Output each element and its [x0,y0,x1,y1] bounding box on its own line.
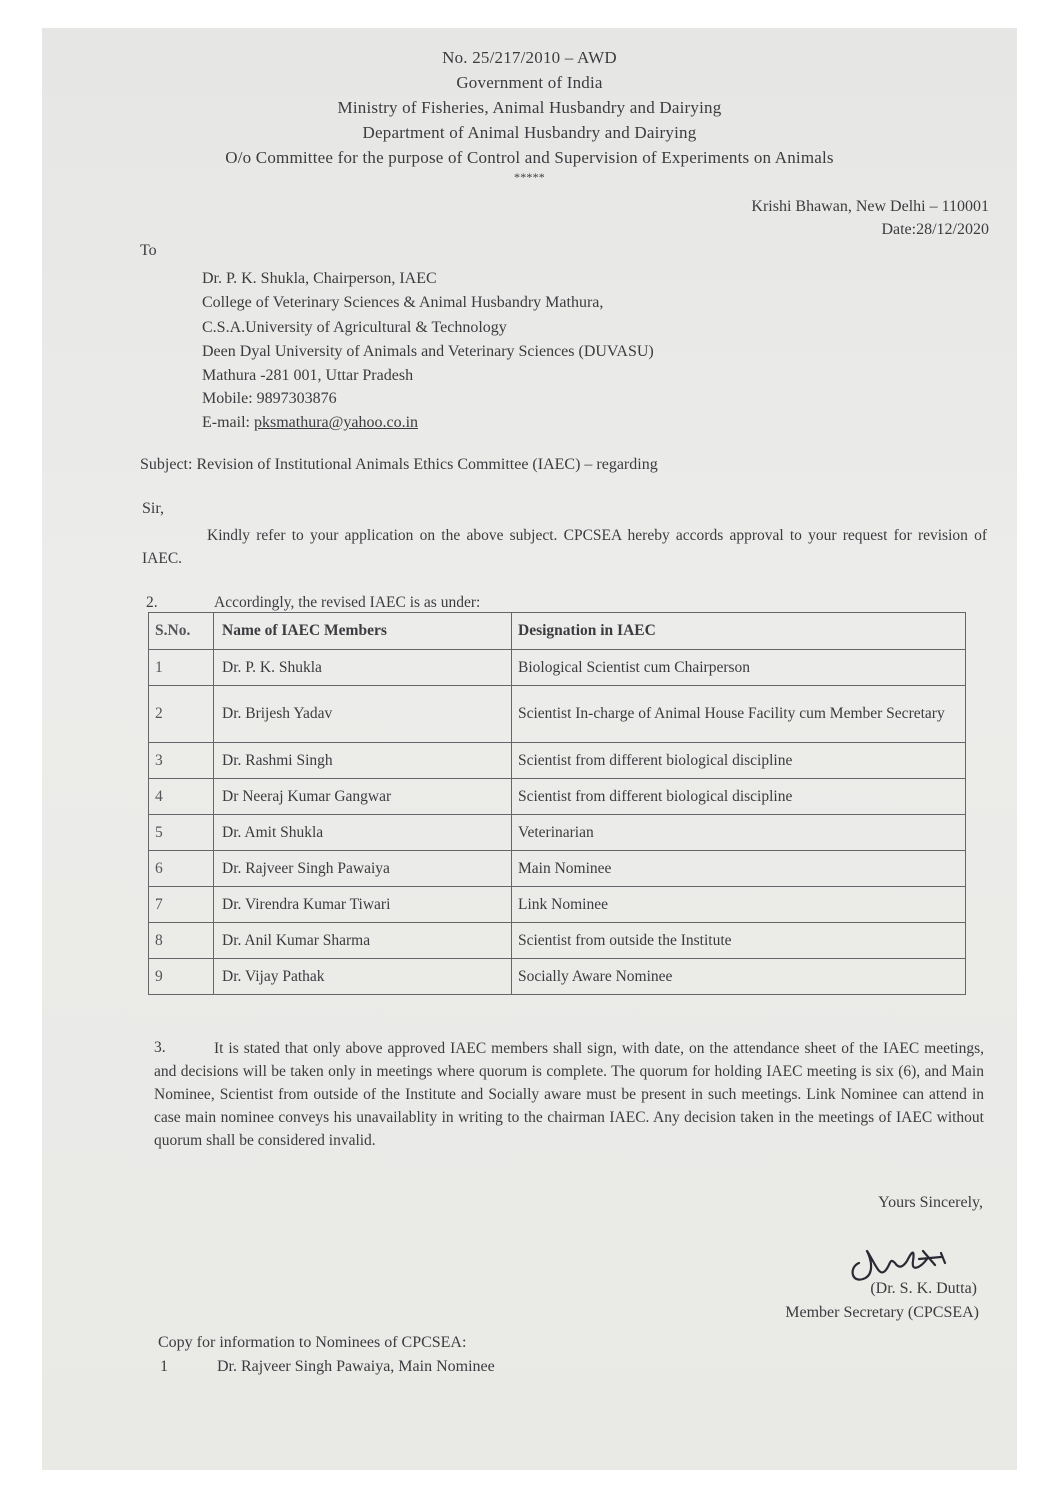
copy-item-number: 1 [160,1358,168,1375]
row-member-name: Dr Neeraj Kumar Gangwar [214,779,512,815]
row-member-name: Dr. Rajveer Singh Pawaiya [214,851,512,887]
addressee-email-row [202,414,418,432]
row-designation: Link Nominee [512,887,966,923]
department-heading: Department of Animal Husbandry and Dairying [362,123,697,142]
signatory-name: (Dr. S. K. Dutta) [870,1280,977,1297]
table-row [149,959,966,995]
addressee-line-4: Deen Dyal University of Animals and Veterinary Sciences (DUVASU) [202,343,654,360]
addressee-line-2: College of Veterinary Sciences & Animal Husbandry Mathura, [202,294,604,311]
paragraph-3: It is stated that only above approved IAEC members shall sign, with date, on the attendance sheet of the IAEC meetings, and decisions will be taken only in meetings where quorum is complete. The quorum for holding IAEC meeting is six (6), and Main Nominee, Scientist from outside of the Institute and Socially aware must be present in such meetings. Link Nominee can attend in case main nominee conveys his unavailablity in writing to the chairman IAEC. Any decision taken in the meetings of IAEC without quorum shall be considered invalid. [154,1040,984,1149]
row-sno: 8 [149,923,214,959]
addressee-line-5: Mathura -281 001, Uttar Pradesh [202,367,414,384]
email-label: E-mail: [202,414,254,431]
government-heading: Government of India [456,73,603,92]
table-row [149,815,966,851]
paragraph-2-number: 2. [146,594,158,611]
reference-number: No. 25/217/2010 – AWD [442,48,617,67]
signatory-title: Member Secretary (CPCSEA) [785,1304,979,1321]
subject-line: Subject: Revision of Institutional Animals Ethics Committee (IAEC) – regarding [140,456,658,473]
addressee-line-3: C.S.A.University of Agricultural & Technology [202,319,507,336]
copy-item-text: Dr. Rajveer Singh Pawaiya, Main Nominee [217,1358,495,1375]
place-line: Krishi Bhawan, New Delhi – 110001 [751,198,989,215]
paragraph-2-text: Accordingly, the revised IAEC is as under: [214,594,481,611]
date-line: Date:28/12/2020 [881,221,989,238]
row-sno: 6 [149,851,214,887]
row-sno: 5 [149,815,214,851]
separator-stars: ***** [514,170,545,184]
table-row [149,686,966,743]
row-sno: 1 [149,650,214,686]
row-member-name: Dr. Rashmi Singh [214,743,512,779]
letter-sheet [42,28,1017,1470]
row-designation: Biological Scientist cum Chairperson [512,650,966,686]
copy-to-label: Copy for information to Nominees of CPCSEA: [158,1334,467,1351]
row-sno: 7 [149,887,214,923]
row-member-name: Dr. P. K. Shukla [214,650,512,686]
addressee-line-1: Dr. P. K. Shukla, Chairperson, IAEC [202,270,437,287]
row-member-name: Dr. Vijay Pathak [214,959,512,995]
email-link[interactable]: pksmathura@yahoo.co.in [253,414,419,431]
closing-line: Yours Sincerely, [878,1194,983,1211]
office-heading: O/o Committee for the purpose of Control and Supervision of Experiments on Animals [225,148,834,167]
row-sno: 4 [149,779,214,815]
header-member-name: Name of IAEC Members [214,613,512,650]
row-member-name: Dr. Brijesh Yadav [214,686,512,743]
row-designation: Scientist from different biological discipline [512,743,966,779]
table-row [149,923,966,959]
row-designation: Socially Aware Nominee [512,959,966,995]
paragraph-1: Kindly refer to your application on the above subject. CPCSEA hereby accords approval to your request for revision of IAEC. [142,527,987,567]
row-member-name: Dr. Amit Shukla [214,815,512,851]
salutation: Sir, [142,500,165,517]
table-row [149,650,966,686]
header-sno: S.No. [149,613,214,650]
table-row [149,743,966,779]
row-member-name: Dr. Anil Kumar Sharma [214,923,512,959]
row-designation: Scientist from outside the Institute [512,923,966,959]
row-designation: Main Nominee [512,851,966,887]
header-designation: Designation in IAEC [512,613,966,650]
row-sno: 2 [149,686,214,743]
table-row [149,887,966,923]
row-sno: 3 [149,743,214,779]
row-member-name: Dr. Virendra Kumar Tiwari [214,887,512,923]
ministry-heading: Ministry of Fisheries, Animal Husbandry and Dairying [337,98,722,117]
table-header-row [149,613,966,650]
paragraph-3-number: 3. [154,1039,166,1056]
iaec-members-table [148,612,966,995]
row-sno: 9 [149,959,214,995]
to-label: To [140,242,157,259]
table-row [149,851,966,887]
table-row [149,779,966,815]
addressee-mobile: Mobile: 9897303876 [202,390,337,407]
row-designation: Scientist from different biological discipline [512,779,966,815]
row-designation: Scientist In-charge of Animal House Facility cum Member Secretary [512,686,966,743]
row-designation: Veterinarian [512,815,966,851]
